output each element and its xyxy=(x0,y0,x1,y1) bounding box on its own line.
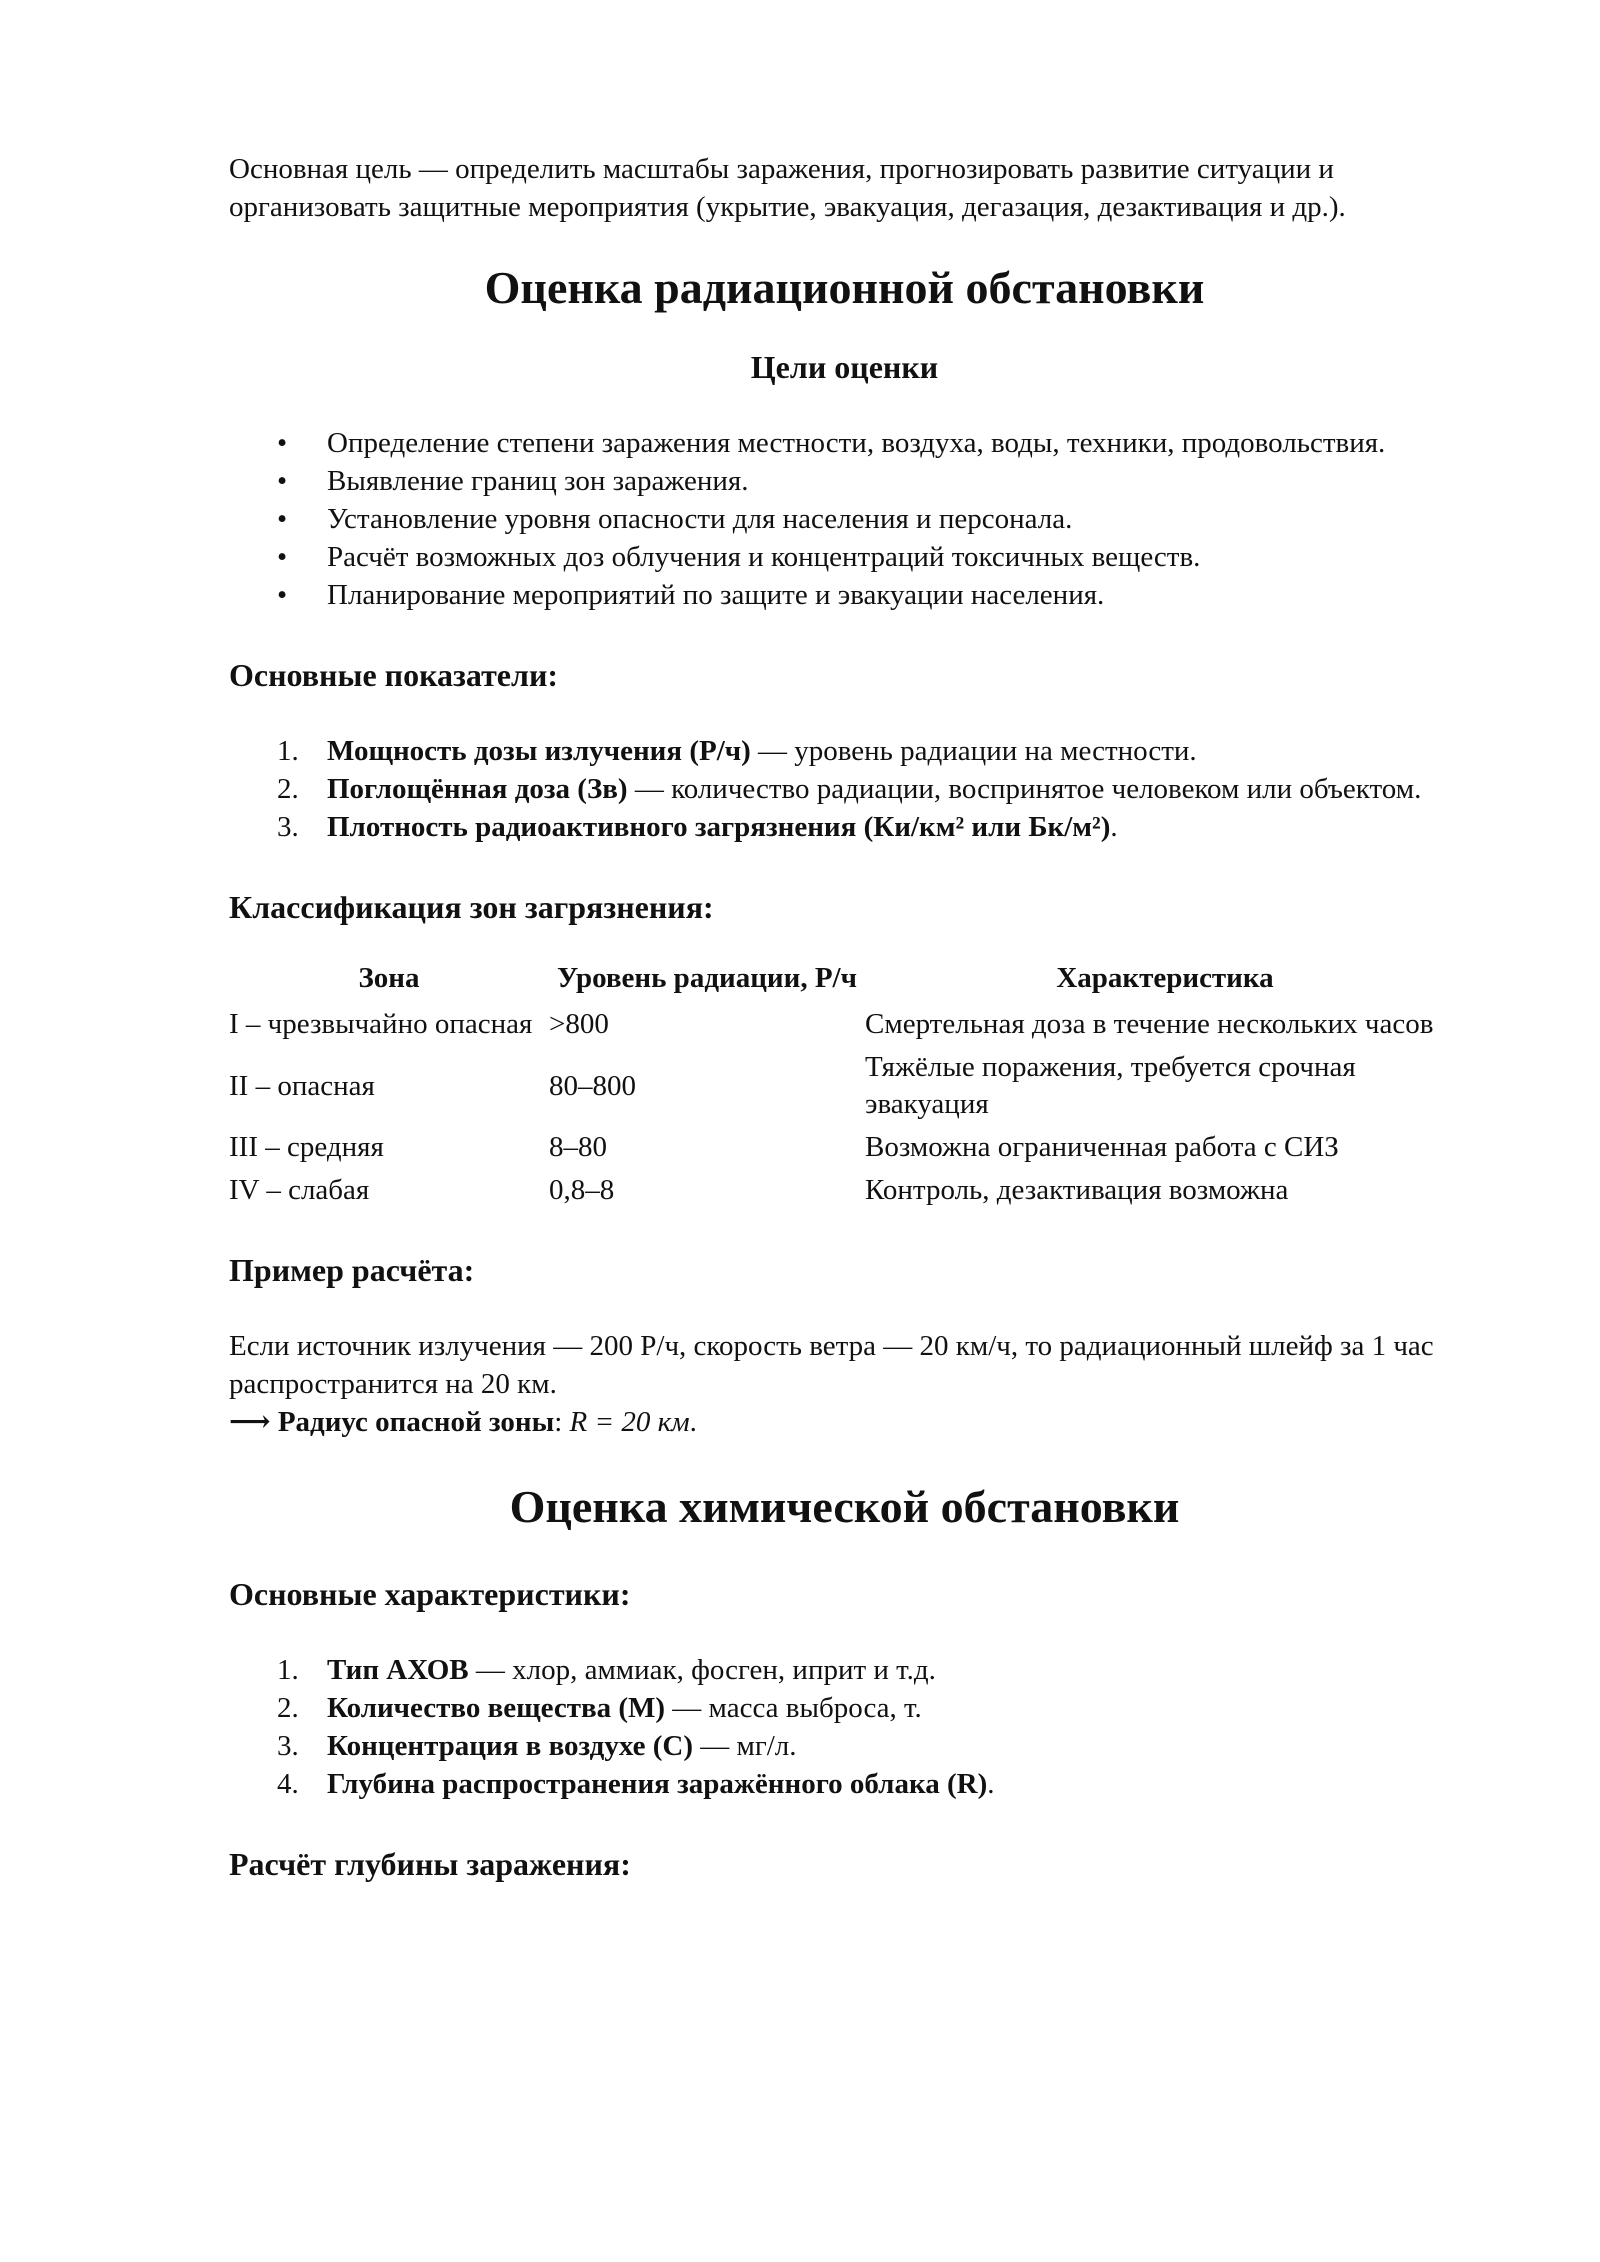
chars-heading: Основные характеристики: xyxy=(229,1576,631,1612)
list-item xyxy=(229,1765,1460,1803)
goals-list xyxy=(229,424,1460,614)
list-item xyxy=(229,576,1460,614)
example-heading: Пример расчёта: xyxy=(229,1252,475,1288)
bullet-icon: • xyxy=(277,541,288,573)
list-number: 2. xyxy=(277,1692,299,1724)
zone-cell: IV – слабая xyxy=(229,1174,370,1206)
characteristic-cell: Контроль, дезактивация возможна xyxy=(865,1174,1289,1206)
example-block xyxy=(229,1327,1460,1441)
list-item xyxy=(229,462,1460,500)
zone-cell: III – средняя xyxy=(229,1131,384,1163)
list-item xyxy=(229,1727,1460,1765)
indicator-term: Плотность радиоактивного загрязнения (Ки/км² или Бк/м²) xyxy=(327,811,1111,843)
char-desc: — масса выброса, т. xyxy=(665,1692,922,1724)
char-desc: — мг/л. xyxy=(693,1730,797,1762)
char-term: Глубина распространения заражённого облака (R) xyxy=(327,1768,988,1800)
example-result-formula: R = 20 км xyxy=(569,1406,690,1438)
bullet-icon: • xyxy=(277,503,288,535)
list-item xyxy=(229,1689,1460,1727)
indicator-term: Поглощённая доза (Зв) xyxy=(327,773,628,805)
zones-heading: Классификация зон загрязнения: xyxy=(229,889,714,925)
characteristic-cell: Тяжёлые поражения, требуется срочная эвакуация xyxy=(865,1051,1356,1120)
list-number: 1. xyxy=(277,735,299,767)
zone-cell: II – опасная xyxy=(229,1069,375,1102)
list-item xyxy=(229,770,1460,808)
goal-text: Определение степени заражения местности, воздуха, воды, техники, продовольствия. xyxy=(327,427,1386,459)
zone-cell: I – чрезвычайно опасная xyxy=(229,1008,533,1040)
level-cell: 80–800 xyxy=(549,1069,636,1102)
intro-paragraph: Основная цель — определить масштабы заражения, прогнозировать развитие ситуации и организовать защитные мероприятия (укрытие, эвакуация, дегазация, дезактивация и др.). xyxy=(229,153,1346,223)
example-result xyxy=(229,1403,1460,1441)
char-term: Количество вещества (M) xyxy=(327,1692,666,1724)
list-number: 3. xyxy=(277,811,299,843)
list-number: 2. xyxy=(277,773,299,805)
depth-heading: Расчёт глубины заражения: xyxy=(229,1846,631,1882)
table-row xyxy=(229,1004,1465,1047)
radiation-section-title: Оценка радиационной обстановки xyxy=(484,262,1205,313)
characteristic-cell: Смертельная доза в течение нескольких часов xyxy=(865,1008,1434,1040)
indicator-desc: . xyxy=(1110,811,1118,843)
char-desc: — хлор, аммиак, фосген, иприт и т.д. xyxy=(468,1654,936,1686)
header-characteristic: Характеристика xyxy=(1056,962,1274,994)
level-cell: 0,8–8 xyxy=(549,1174,615,1206)
goal-text: Установление уровня опасности для населения и персонала. xyxy=(327,503,1073,535)
list-number: 1. xyxy=(277,1654,299,1686)
list-item xyxy=(229,500,1460,538)
indicators-heading: Основные показатели: xyxy=(229,657,559,693)
goal-text: Выявление границ зон заражения. xyxy=(327,465,749,497)
list-item xyxy=(229,1651,1460,1689)
chars-list xyxy=(229,1651,1460,1803)
arrow-icon: ⟶ xyxy=(229,1406,271,1438)
list-number: 4. xyxy=(277,1768,299,1800)
list-number: 3. xyxy=(277,1730,299,1762)
bullet-icon: • xyxy=(277,579,288,611)
char-desc: . xyxy=(987,1768,995,1800)
table-header-row xyxy=(229,960,1465,1004)
goal-text: Планирование мероприятий по защите и эвакуации населения. xyxy=(327,579,1105,611)
char-term: Концентрация в воздухе (C) xyxy=(327,1730,693,1762)
characteristic-cell: Возможна ограниченная работа с СИЗ xyxy=(865,1131,1339,1163)
header-zone: Зона xyxy=(358,962,420,994)
list-item xyxy=(229,808,1460,846)
indicators-list xyxy=(229,732,1460,846)
example-result-colon: : xyxy=(554,1406,563,1438)
list-item xyxy=(229,732,1460,770)
list-item xyxy=(229,538,1460,576)
indicator-desc: — количество радиации, воспринятое человеком или объектом. xyxy=(627,773,1422,805)
chemical-section-title: Оценка химической обстановки xyxy=(509,1481,1180,1532)
bullet-icon: • xyxy=(277,465,288,497)
level-cell: 8–80 xyxy=(549,1131,607,1163)
example-text: Если источник излучения — 200 Р/ч, скорость ветра — 20 км/ч, то радиационный шлейф за 1 час распространится на 20 км. xyxy=(229,1330,1434,1400)
char-term: Тип АХОВ xyxy=(327,1654,469,1686)
goals-heading: Цели оценки xyxy=(750,349,939,385)
header-level: Уровень радиации, Р/ч xyxy=(557,962,857,994)
zones-table xyxy=(229,960,1465,1213)
indicator-term: Мощность дозы излучения (Р/ч) xyxy=(327,735,751,767)
table-row xyxy=(229,1127,1465,1170)
level-cell: >800 xyxy=(549,1008,609,1040)
goal-text: Расчёт возможных доз облучения и концентраций токсичных веществ. xyxy=(327,541,1201,573)
example-result-label: Радиус опасной зоны xyxy=(277,1406,555,1438)
table-row xyxy=(229,1170,1465,1213)
bullet-icon: • xyxy=(277,427,288,459)
table-row xyxy=(229,1047,1465,1127)
indicator-desc: — уровень радиации на местности. xyxy=(750,735,1197,767)
list-item xyxy=(229,424,1460,462)
example-result-end: . xyxy=(689,1406,697,1438)
